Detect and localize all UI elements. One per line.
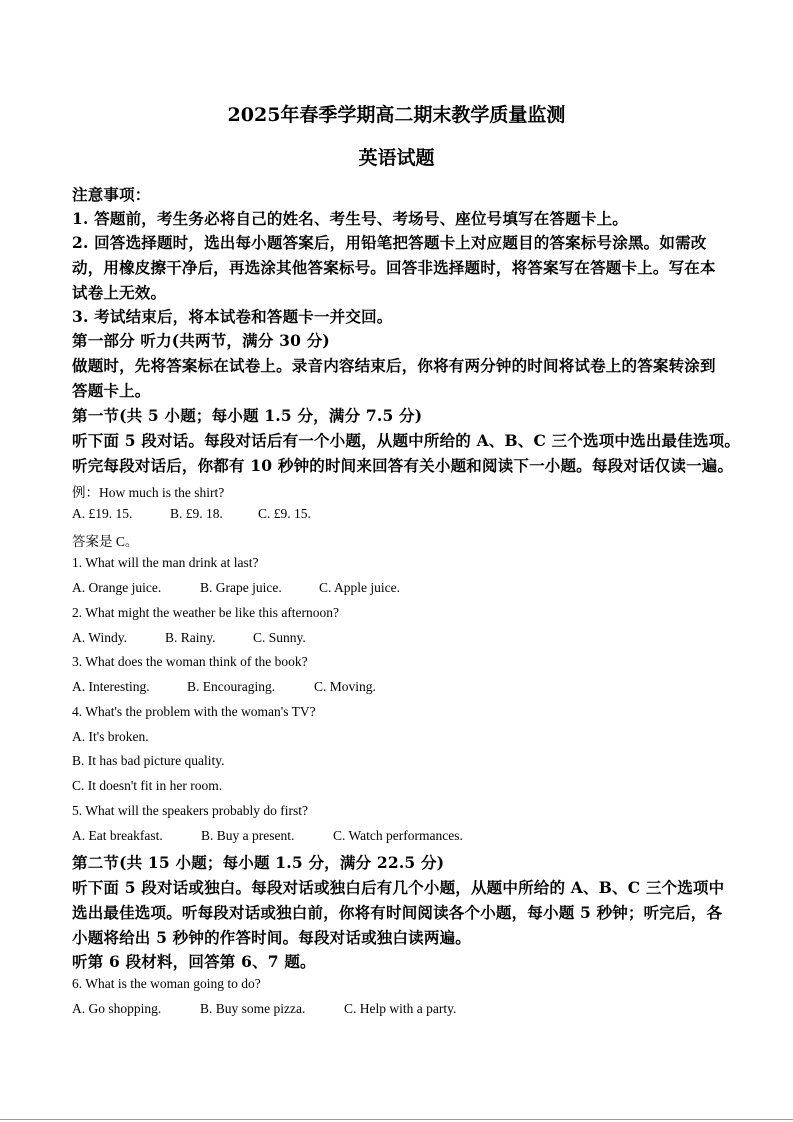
option-a: A. Orange juice. [72,580,162,595]
option-a: A. Eat breakfast. [72,828,163,843]
exam-subject: 英语试题 [358,147,435,169]
option-b: B. Buy some pizza. [200,1001,306,1016]
section2-instruction-line-3: 小题将给出 5 秒钟的作答时间。每段对话或独白读两遍。 [72,928,471,947]
section2-heading: 第二节(共 15 小题；每小题 1.5 分，满分 22.5 分) [72,853,445,872]
option-a: A. Interesting. [72,679,150,694]
option-b: B. Buy a present. [201,828,295,843]
section2-instruction-line-2: 选出最佳选项。听每段对话或独白前，你将有时间阅读各个小题，每小题 5 秒钟；听完后，各 [72,903,723,922]
option-a: A. It's broken. [72,729,149,744]
option-c: C. Watch performances. [333,828,463,843]
option-a: A. Go shopping. [72,1001,162,1016]
part1-intro-line-2: 答题卡上。 [72,381,151,400]
question-3: 3. What does the woman think of the book? [72,654,308,669]
question-4: 4. What's the problem with the woman's TV? [72,704,316,719]
option-a: A. Windy. [72,630,127,645]
option-c: C. Help with a party. [344,1001,457,1016]
example-answer: 答案是 C。 [72,534,139,549]
option-c: C. Apple juice. [319,580,400,595]
section1-instruction-line-2: 听完每段对话后，你都有 10 秒钟的时间来回答有关小题和阅读下一小题。每段对话仅读一遍。 [72,456,734,475]
note-3: 3. 考试结束后，将本试卷和答题卡一并交回。 [72,307,393,326]
notes-heading: 注意事项： [72,185,151,204]
option-b: B. £9. 18. [170,506,223,521]
option-a: A. £19. 15. [72,506,133,521]
section1-heading: 第一节(共 5 小题；每小题 1.5 分，满分 7.5 分) [72,406,423,425]
note-2-line-1: 2. 回答选择题时，选出每小题答案后，用铅笔把答题卡上对应题目的答案标号涂黑。如需改 [72,233,707,252]
part1-heading: 第一部分 听力(共两节，满分 30 分) [72,331,330,350]
option-c: C. Moving. [314,679,376,694]
part1-intro-line-1: 做题时，先将答案标在试卷上。录音内容结束后，你将有两分钟的时间将试卷上的答案转涂到 [72,356,716,375]
question-1: 1. What will the man drink at last? [72,555,259,570]
option-b: B. Grape juice. [200,580,282,595]
question-5: 5. What will the speakers probably do first? [72,803,308,818]
question-2: 2. What might the weather be like this afternoon? [72,605,340,620]
section1-instruction-line-1: 听下面 5 段对话。每段对话后有一个小题，从题中所给的 A、B、C 三个选项中选出最佳选项。 [72,431,741,450]
option-c: C. It doesn't fit in her room. [72,778,223,793]
option-c: C. Sunny. [253,630,306,645]
question-6: 6. What is the woman going to do? [72,976,261,991]
option-b: B. It has bad picture quality. [72,753,225,768]
section2-instruction-line-1: 听下面 5 段对话或独白。每段对话或独白后有几个小题，从题中所给的 A、B、C 三个选项中 [72,878,725,897]
note-1: 1. 答题前，考生务必将自己的姓名、考生号、考场号、座位号填写在答题卡上。 [72,209,628,228]
example-question: 例：How much is the shirt? [72,485,225,500]
material-6-heading: 听第 6 段材料，回答第 6、7 题。 [72,952,316,971]
option-c: C. £9. 15. [258,506,311,521]
exam-title: 2025年春季学期高二期末教学质量监测 [227,104,566,126]
option-b: B. Encouraging. [187,679,276,694]
note-2-line-3: 试卷上无效。 [72,283,167,302]
note-2-line-2: 动，用橡皮擦干净后，再选涂其他答案标号。回答非选择题时，将答案写在答题卡上。写在本 [72,258,716,277]
option-b: B. Rainy. [165,630,216,645]
page-bottom-divider [0,1119,793,1120]
